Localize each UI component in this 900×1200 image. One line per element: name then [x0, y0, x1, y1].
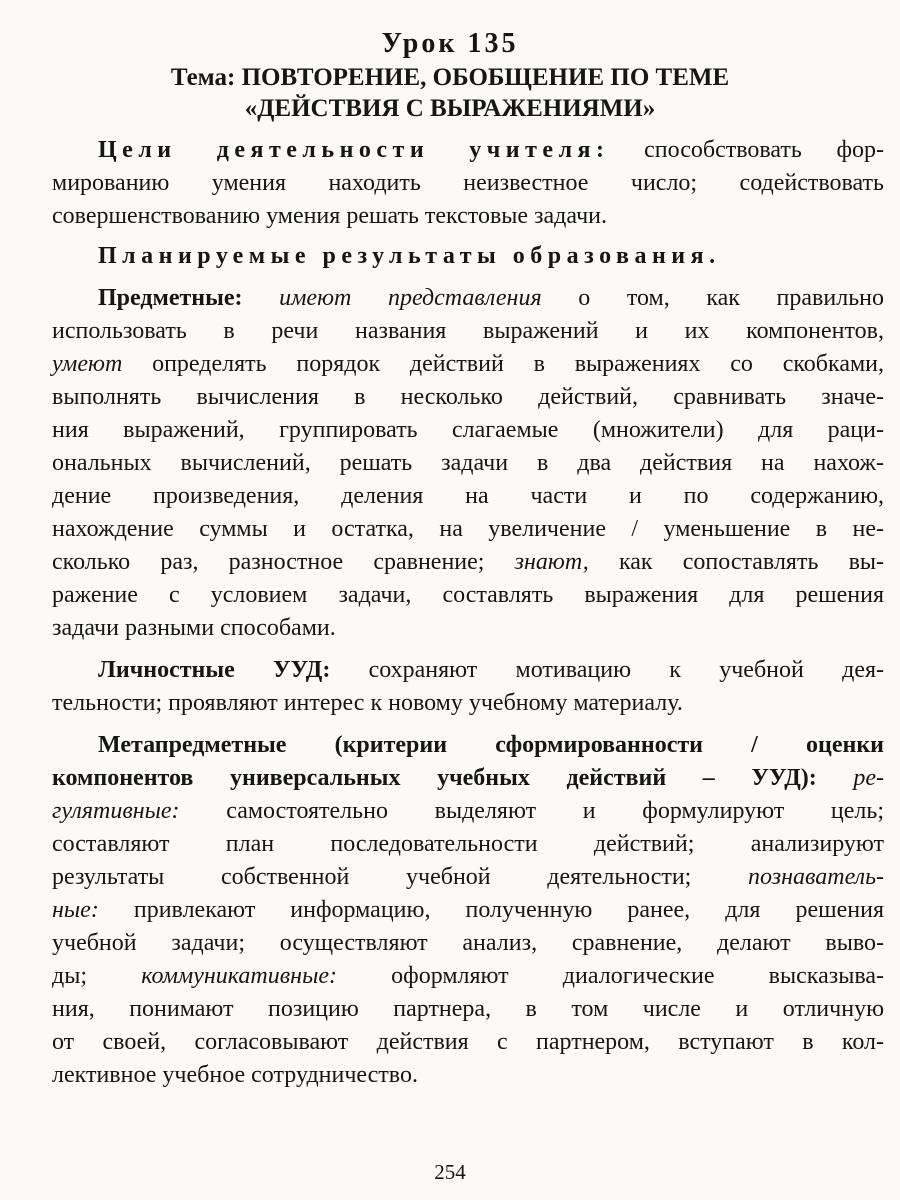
subject-line: выполнять вычисления в несколько действий, сравнивать значе-: [52, 384, 884, 410]
meta-line: [52, 896, 884, 924]
meta-line: лективное учебное сотрудничество.: [52, 1062, 418, 1088]
subject-text: о том, как правильно: [578, 285, 884, 311]
meta-italic: ные:: [52, 897, 99, 923]
lesson-theme-line-1: Тема: ПОВТОРЕНИЕ, ОБОБЩЕНИЕ ПО ТЕМЕ: [170, 64, 730, 91]
meta-italic: гулятивные:: [52, 798, 180, 824]
meta-text: ды;: [52, 963, 88, 989]
meta-line: от своей, согласовывают действия с партнером, вступают в кол-: [52, 1029, 884, 1055]
subject-line: ния выражений, группировать слагаемые (множители) для раци-: [52, 417, 884, 443]
subject-line: [52, 350, 884, 378]
subject-line: [52, 548, 884, 576]
meta-line: составляют план последовательности действий; анализируют: [52, 831, 884, 857]
goals-line: мированию умения находить неизвестное число; содействовать: [52, 170, 884, 196]
meta-text: самостоятельно выделяют и формулируют цель;: [226, 798, 885, 824]
subject-line: [98, 284, 884, 312]
personal-label: Личностные УУД:: [98, 657, 331, 683]
goals-line: совершенствованию умения решать текстовые задачи.: [52, 203, 607, 229]
meta-italic: ре-: [853, 765, 884, 791]
subject-text: сколько раз, разностное сравнение;: [52, 549, 485, 575]
subject-line: задачи разными способами.: [52, 615, 336, 641]
meta-text: привлекают информацию, полученную ранее, для решения: [133, 897, 885, 923]
lesson-number: Урок 135: [381, 28, 519, 59]
meta-italic: познаватель-: [748, 864, 885, 890]
personal-line: [98, 656, 884, 684]
lesson-theme-line-2: «ДЕЙСТВИЯ С ВЫРАЖЕНИЯМИ»: [244, 95, 656, 122]
meta-line: учебной задачи; осуществляют анализ, сравнение, делают выво-: [52, 930, 884, 956]
subject-line: нахождение суммы и остатка, на увеличение / уменьшение в не-: [52, 516, 884, 542]
meta-text: оформляют диалогические высказыва-: [391, 963, 885, 989]
meta-line: [52, 863, 884, 891]
results-heading: Планируемые результаты образования.: [98, 243, 721, 269]
page-number: 254: [434, 1160, 466, 1184]
subject-label: Предметные:: [98, 285, 243, 311]
goals-label: Цели деятельности учителя:: [98, 137, 610, 163]
meta-line: [98, 731, 884, 759]
meta-line: [52, 797, 884, 825]
subject-text: как сопоставлять вы-: [618, 549, 885, 575]
subject-italic: имеют представления: [279, 285, 542, 311]
personal-text: сохраняют мотивацию к учебной дея-: [368, 657, 884, 683]
subject-line: дение произведения, деления на части и по содержанию,: [52, 483, 884, 509]
meta-italic: коммуникативные:: [141, 963, 337, 989]
personal-line: тельности; проявляют интерес к новому учебному материалу.: [52, 690, 683, 716]
meta-line: [52, 764, 884, 792]
subject-line: ражение с условием задачи, составлять выражения для решения: [52, 582, 884, 608]
meta-line: [52, 962, 884, 990]
subject-line: ональных вычислений, решать задачи в два действия на нахож-: [52, 450, 884, 476]
meta-line: ния, понимают позицию партнера, в том числе и отличную: [52, 996, 884, 1022]
subject-italic: знают,: [514, 549, 589, 575]
meta-label: Метапредметные (критерии сформированности / оценки: [98, 732, 884, 758]
subject-text: определять порядок действий в выражениях со скобками,: [152, 351, 884, 377]
meta-text: результаты собственной учебной деятельности;: [52, 864, 692, 890]
goals-line: [98, 136, 884, 164]
goals-text: способствовать фор-: [644, 137, 884, 163]
meta-label: компонентов универсальных учебных действий – УУД):: [52, 765, 817, 791]
subject-italic: умеют: [52, 351, 123, 377]
subject-line: использовать в речи названия выражений и их компонентов,: [52, 318, 884, 344]
